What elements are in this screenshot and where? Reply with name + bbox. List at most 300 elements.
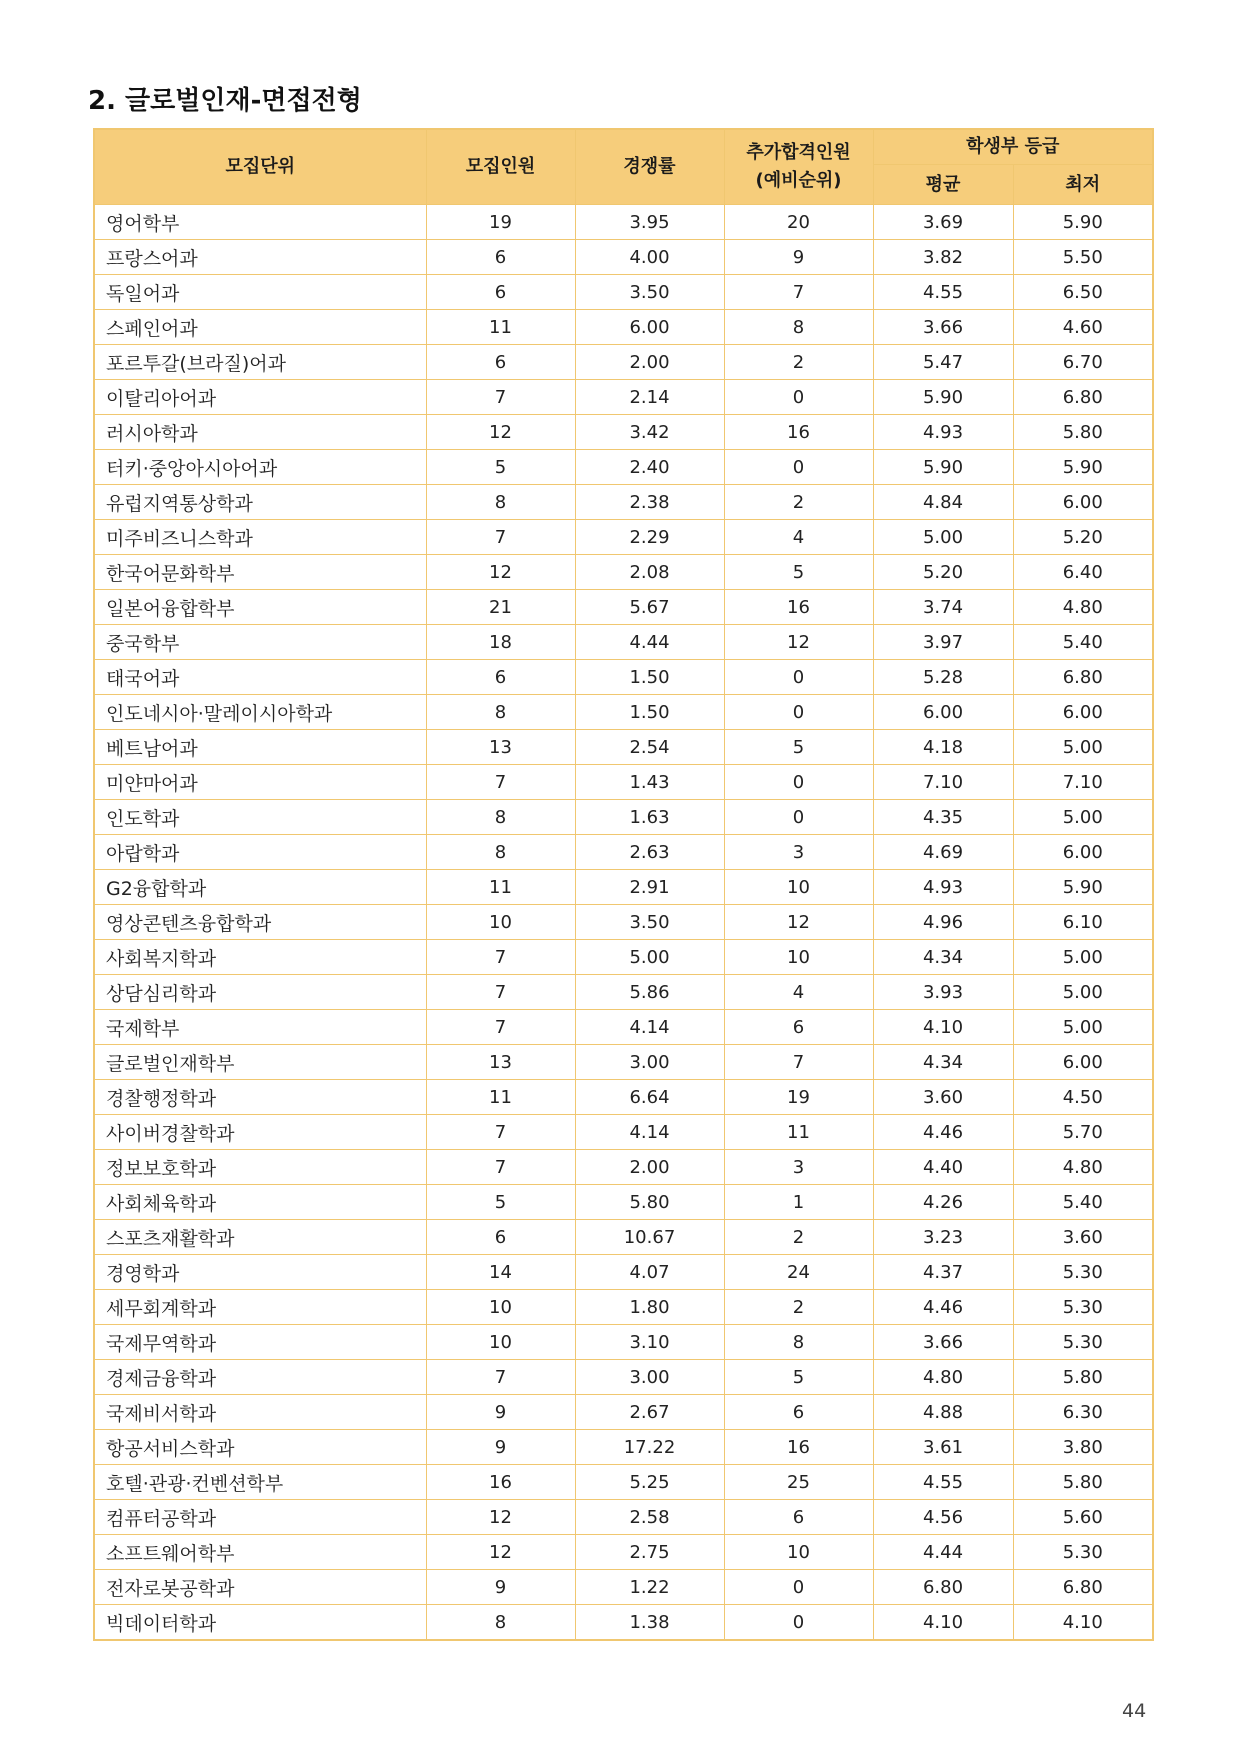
cell-unit: 스포츠재활학과 (94, 1220, 426, 1255)
cell-additional: 0 (724, 450, 873, 485)
cell-ratio: 3.95 (575, 205, 724, 240)
table-row (94, 730, 1153, 765)
table-row (94, 1045, 1153, 1080)
cell-grade-avg: 4.96 (873, 905, 1013, 940)
cell-grade-avg: 4.34 (873, 1045, 1013, 1080)
cell-grade-avg: 4.88 (873, 1395, 1013, 1430)
cell-grade-min: 6.00 (1013, 485, 1153, 520)
cell-grade-min: 6.00 (1013, 1045, 1153, 1080)
cell-quota: 11 (426, 870, 575, 905)
cell-grade-min: 6.80 (1013, 380, 1153, 415)
cell-grade-avg: 4.40 (873, 1150, 1013, 1185)
cell-grade-min: 5.80 (1013, 1360, 1153, 1395)
cell-ratio: 1.38 (575, 1605, 724, 1641)
cell-additional: 8 (724, 310, 873, 345)
table-row (94, 240, 1153, 275)
cell-grade-min: 7.10 (1013, 765, 1153, 800)
cell-grade-min: 4.80 (1013, 1150, 1153, 1185)
page-number: 44 (1122, 1700, 1147, 1722)
table-row (94, 415, 1153, 450)
cell-ratio: 4.44 (575, 625, 724, 660)
cell-grade-avg: 3.66 (873, 1325, 1013, 1360)
cell-unit: 중국학부 (94, 625, 426, 660)
cell-ratio: 2.08 (575, 555, 724, 590)
cell-grade-min: 6.70 (1013, 345, 1153, 380)
table-row (94, 1185, 1153, 1220)
cell-quota: 7 (426, 1010, 575, 1045)
cell-grade-avg: 3.97 (873, 625, 1013, 660)
table-row (94, 1290, 1153, 1325)
cell-grade-avg: 4.34 (873, 940, 1013, 975)
cell-unit: 상담심리학과 (94, 975, 426, 1010)
cell-unit: 유럽지역통상학과 (94, 485, 426, 520)
cell-quota: 6 (426, 1220, 575, 1255)
cell-grade-min: 6.00 (1013, 695, 1153, 730)
cell-grade-min: 3.60 (1013, 1220, 1153, 1255)
cell-ratio: 4.07 (575, 1255, 724, 1290)
cell-unit: 태국어과 (94, 660, 426, 695)
cell-quota: 6 (426, 240, 575, 275)
cell-unit: 호텔·관광·컨벤션학부 (94, 1465, 426, 1500)
cell-ratio: 2.38 (575, 485, 724, 520)
cell-additional: 4 (724, 520, 873, 555)
cell-unit: 스페인어과 (94, 310, 426, 345)
cell-quota: 8 (426, 695, 575, 730)
cell-ratio: 4.14 (575, 1010, 724, 1045)
cell-grade-avg: 3.66 (873, 310, 1013, 345)
cell-quota: 6 (426, 275, 575, 310)
cell-ratio: 5.25 (575, 1465, 724, 1500)
cell-unit: 인도네시아·말레이시아학과 (94, 695, 426, 730)
cell-grade-avg: 4.37 (873, 1255, 1013, 1290)
table-row (94, 765, 1153, 800)
cell-quota: 7 (426, 1360, 575, 1395)
cell-grade-min: 5.00 (1013, 940, 1153, 975)
cell-grade-avg: 4.26 (873, 1185, 1013, 1220)
header-unit: 모집단위 (94, 129, 426, 205)
cell-additional: 10 (724, 940, 873, 975)
cell-grade-min: 5.20 (1013, 520, 1153, 555)
admission-results-table (93, 128, 1154, 1641)
cell-grade-avg: 7.10 (873, 765, 1013, 800)
cell-unit: 국제비서학과 (94, 1395, 426, 1430)
cell-grade-avg: 3.82 (873, 240, 1013, 275)
cell-ratio: 1.22 (575, 1570, 724, 1605)
table-row (94, 800, 1153, 835)
table-row (94, 520, 1153, 555)
cell-unit: 소프트웨어학부 (94, 1535, 426, 1570)
cell-ratio: 5.86 (575, 975, 724, 1010)
table-row (94, 1605, 1153, 1641)
cell-grade-min: 5.90 (1013, 870, 1153, 905)
cell-additional: 20 (724, 205, 873, 240)
cell-quota: 7 (426, 1115, 575, 1150)
table-row (94, 1570, 1153, 1605)
cell-grade-min: 5.30 (1013, 1290, 1153, 1325)
cell-additional: 19 (724, 1080, 873, 1115)
cell-grade-min: 5.30 (1013, 1255, 1153, 1290)
cell-additional: 16 (724, 415, 873, 450)
cell-ratio: 4.00 (575, 240, 724, 275)
cell-ratio: 1.50 (575, 695, 724, 730)
cell-ratio: 2.40 (575, 450, 724, 485)
cell-unit: 영어학부 (94, 205, 426, 240)
cell-grade-min: 5.80 (1013, 415, 1153, 450)
cell-additional: 0 (724, 695, 873, 730)
table-row (94, 1535, 1153, 1570)
cell-unit: 글로벌인재학부 (94, 1045, 426, 1080)
cell-ratio: 3.00 (575, 1045, 724, 1080)
cell-quota: 12 (426, 1535, 575, 1570)
cell-unit: 경찰행정학과 (94, 1080, 426, 1115)
cell-quota: 12 (426, 555, 575, 590)
cell-additional: 11 (724, 1115, 873, 1150)
cell-additional: 7 (724, 275, 873, 310)
cell-grade-avg: 4.46 (873, 1115, 1013, 1150)
cell-quota: 13 (426, 1045, 575, 1080)
cell-additional: 4 (724, 975, 873, 1010)
cell-grade-min: 5.30 (1013, 1535, 1153, 1570)
cell-grade-avg: 4.46 (873, 1290, 1013, 1325)
cell-additional: 8 (724, 1325, 873, 1360)
cell-grade-min: 6.80 (1013, 1570, 1153, 1605)
cell-quota: 10 (426, 1290, 575, 1325)
cell-grade-min: 5.40 (1013, 1185, 1153, 1220)
cell-grade-avg: 4.10 (873, 1605, 1013, 1641)
cell-unit: 일본어융합학부 (94, 590, 426, 625)
cell-quota: 7 (426, 765, 575, 800)
cell-additional: 2 (724, 1220, 873, 1255)
table-row (94, 695, 1153, 730)
cell-quota: 14 (426, 1255, 575, 1290)
cell-ratio: 5.67 (575, 590, 724, 625)
cell-ratio: 4.14 (575, 1115, 724, 1150)
cell-unit: 인도학과 (94, 800, 426, 835)
cell-additional: 6 (724, 1395, 873, 1430)
cell-quota: 8 (426, 835, 575, 870)
cell-grade-avg: 3.69 (873, 205, 1013, 240)
cell-grade-avg: 4.93 (873, 415, 1013, 450)
cell-additional: 5 (724, 1360, 873, 1395)
table-row (94, 1430, 1153, 1465)
cell-ratio: 3.50 (575, 275, 724, 310)
cell-quota: 11 (426, 1080, 575, 1115)
cell-quota: 8 (426, 485, 575, 520)
header-additional-line2: (예비순위) (755, 170, 842, 191)
cell-quota: 7 (426, 520, 575, 555)
cell-ratio: 2.63 (575, 835, 724, 870)
cell-grade-min: 6.50 (1013, 275, 1153, 310)
table-header (94, 129, 1153, 205)
table-row (94, 1080, 1153, 1115)
cell-grade-min: 5.70 (1013, 1115, 1153, 1150)
cell-quota: 11 (426, 310, 575, 345)
cell-grade-avg: 3.74 (873, 590, 1013, 625)
cell-grade-min: 6.10 (1013, 905, 1153, 940)
cell-additional: 3 (724, 835, 873, 870)
cell-additional: 0 (724, 380, 873, 415)
cell-additional: 24 (724, 1255, 873, 1290)
cell-unit: 세무회계학과 (94, 1290, 426, 1325)
cell-additional: 25 (724, 1465, 873, 1500)
cell-grade-min: 5.00 (1013, 975, 1153, 1010)
cell-unit: 국제학부 (94, 1010, 426, 1045)
header-row-top (94, 129, 1153, 165)
table-row (94, 940, 1153, 975)
cell-ratio: 3.50 (575, 905, 724, 940)
table-row (94, 450, 1153, 485)
cell-quota: 7 (426, 1150, 575, 1185)
table-row (94, 205, 1153, 240)
table-row (94, 625, 1153, 660)
table-row (94, 1500, 1153, 1535)
cell-grade-avg: 4.44 (873, 1535, 1013, 1570)
cell-grade-min: 6.80 (1013, 660, 1153, 695)
cell-additional: 10 (724, 870, 873, 905)
cell-grade-avg: 4.84 (873, 485, 1013, 520)
cell-grade-min: 6.30 (1013, 1395, 1153, 1430)
cell-grade-avg: 5.90 (873, 450, 1013, 485)
cell-additional: 7 (724, 1045, 873, 1080)
cell-quota: 6 (426, 345, 575, 380)
cell-unit: 전자로봇공학과 (94, 1570, 426, 1605)
cell-ratio: 1.80 (575, 1290, 724, 1325)
cell-additional: 12 (724, 625, 873, 660)
cell-additional: 0 (724, 800, 873, 835)
cell-quota: 13 (426, 730, 575, 765)
table-row (94, 870, 1153, 905)
cell-grade-avg: 5.90 (873, 380, 1013, 415)
cell-grade-min: 5.00 (1013, 730, 1153, 765)
table-row (94, 835, 1153, 870)
cell-ratio: 1.50 (575, 660, 724, 695)
cell-quota: 7 (426, 940, 575, 975)
cell-additional: 2 (724, 1290, 873, 1325)
cell-grade-avg: 5.47 (873, 345, 1013, 380)
cell-ratio: 2.00 (575, 1150, 724, 1185)
cell-ratio: 17.22 (575, 1430, 724, 1465)
cell-quota: 18 (426, 625, 575, 660)
cell-additional: 16 (724, 590, 873, 625)
cell-grade-avg: 3.60 (873, 1080, 1013, 1115)
cell-additional: 3 (724, 1150, 873, 1185)
cell-quota: 21 (426, 590, 575, 625)
cell-unit: 아랍학과 (94, 835, 426, 870)
cell-ratio: 2.00 (575, 345, 724, 380)
cell-unit: 국제무역학과 (94, 1325, 426, 1360)
cell-unit: G2융합학과 (94, 870, 426, 905)
table-row (94, 1395, 1153, 1430)
table-row (94, 975, 1153, 1010)
cell-ratio: 2.54 (575, 730, 724, 765)
cell-ratio: 2.29 (575, 520, 724, 555)
cell-quota: 7 (426, 380, 575, 415)
header-ratio: 경쟁률 (575, 129, 724, 205)
cell-grade-avg: 4.55 (873, 1465, 1013, 1500)
cell-grade-min: 6.00 (1013, 835, 1153, 870)
cell-unit: 베트남어과 (94, 730, 426, 765)
table-row (94, 555, 1153, 590)
header-grade-group: 학생부 등급 (873, 129, 1153, 165)
cell-quota: 12 (426, 1500, 575, 1535)
cell-grade-min: 5.50 (1013, 240, 1153, 275)
header-additional (724, 129, 873, 205)
cell-unit: 경제금융학과 (94, 1360, 426, 1395)
cell-grade-avg: 5.00 (873, 520, 1013, 555)
cell-quota: 19 (426, 205, 575, 240)
cell-ratio: 2.75 (575, 1535, 724, 1570)
cell-quota: 10 (426, 1325, 575, 1360)
cell-grade-min: 6.40 (1013, 555, 1153, 590)
cell-ratio: 10.67 (575, 1220, 724, 1255)
cell-unit: 프랑스어과 (94, 240, 426, 275)
cell-quota: 12 (426, 415, 575, 450)
cell-grade-avg: 4.69 (873, 835, 1013, 870)
cell-grade-avg: 4.10 (873, 1010, 1013, 1045)
cell-additional: 0 (724, 660, 873, 695)
cell-ratio: 6.64 (575, 1080, 724, 1115)
cell-grade-avg: 4.80 (873, 1360, 1013, 1395)
cell-quota: 5 (426, 1185, 575, 1220)
cell-unit: 미얀마어과 (94, 765, 426, 800)
cell-ratio: 1.63 (575, 800, 724, 835)
cell-unit: 항공서비스학과 (94, 1430, 426, 1465)
cell-grade-min: 5.00 (1013, 800, 1153, 835)
cell-additional: 9 (724, 240, 873, 275)
cell-additional: 2 (724, 345, 873, 380)
cell-unit: 정보보호학과 (94, 1150, 426, 1185)
cell-quota: 8 (426, 1605, 575, 1641)
cell-quota: 10 (426, 905, 575, 940)
cell-additional: 1 (724, 1185, 873, 1220)
cell-grade-avg: 3.93 (873, 975, 1013, 1010)
cell-additional: 6 (724, 1500, 873, 1535)
cell-unit: 사이버경찰학과 (94, 1115, 426, 1150)
cell-ratio: 6.00 (575, 310, 724, 345)
cell-grade-avg: 6.00 (873, 695, 1013, 730)
cell-ratio: 3.42 (575, 415, 724, 450)
cell-grade-min: 5.00 (1013, 1010, 1153, 1045)
cell-unit: 컴퓨터공학과 (94, 1500, 426, 1535)
cell-unit: 터키·중앙아시아어과 (94, 450, 426, 485)
cell-additional: 10 (724, 1535, 873, 1570)
table-row (94, 345, 1153, 380)
table-row (94, 1465, 1153, 1500)
header-quota: 모집인원 (426, 129, 575, 205)
cell-unit: 이탈리아어과 (94, 380, 426, 415)
cell-unit: 한국어문화학부 (94, 555, 426, 590)
table-row (94, 1325, 1153, 1360)
cell-quota: 9 (426, 1395, 575, 1430)
cell-unit: 사회복지학과 (94, 940, 426, 975)
cell-grade-min: 5.80 (1013, 1465, 1153, 1500)
table-row (94, 275, 1153, 310)
cell-quota: 5 (426, 450, 575, 485)
cell-grade-avg: 4.35 (873, 800, 1013, 835)
section-title: 2. 글로벌인재-면접전형 (88, 86, 362, 116)
table-row (94, 310, 1153, 345)
cell-additional: 12 (724, 905, 873, 940)
cell-ratio: 5.80 (575, 1185, 724, 1220)
cell-unit: 러시아학과 (94, 415, 426, 450)
table-row (94, 1360, 1153, 1395)
cell-grade-avg: 5.20 (873, 555, 1013, 590)
cell-unit: 미주비즈니스학과 (94, 520, 426, 555)
cell-additional: 5 (724, 555, 873, 590)
table-row (94, 660, 1153, 695)
cell-grade-avg: 5.28 (873, 660, 1013, 695)
cell-grade-avg: 4.18 (873, 730, 1013, 765)
cell-grade-min: 3.80 (1013, 1430, 1153, 1465)
table-row (94, 1150, 1153, 1185)
cell-grade-avg: 4.93 (873, 870, 1013, 905)
cell-quota: 6 (426, 660, 575, 695)
cell-quota: 7 (426, 975, 575, 1010)
header-grade-min: 최저 (1013, 165, 1153, 205)
cell-grade-min: 5.90 (1013, 450, 1153, 485)
cell-grade-avg: 6.80 (873, 1570, 1013, 1605)
cell-grade-min: 4.60 (1013, 310, 1153, 345)
cell-ratio: 2.91 (575, 870, 724, 905)
cell-grade-min: 4.10 (1013, 1605, 1153, 1641)
cell-grade-min: 5.60 (1013, 1500, 1153, 1535)
cell-unit: 사회체육학과 (94, 1185, 426, 1220)
cell-additional: 16 (724, 1430, 873, 1465)
header-additional-line1: 추가합격인원 (746, 142, 851, 164)
cell-ratio: 1.43 (575, 765, 724, 800)
cell-additional: 2 (724, 485, 873, 520)
table-body (94, 205, 1153, 1641)
cell-ratio: 2.58 (575, 1500, 724, 1535)
cell-unit: 독일어과 (94, 275, 426, 310)
cell-unit: 경영학과 (94, 1255, 426, 1290)
cell-grade-min: 5.90 (1013, 205, 1153, 240)
table-row (94, 1115, 1153, 1150)
table-row (94, 485, 1153, 520)
cell-quota: 9 (426, 1570, 575, 1605)
cell-ratio: 2.67 (575, 1395, 724, 1430)
table-row (94, 1010, 1153, 1045)
cell-grade-min: 5.30 (1013, 1325, 1153, 1360)
cell-additional: 0 (724, 765, 873, 800)
header-grade-avg: 평균 (873, 165, 1013, 205)
cell-grade-avg: 3.61 (873, 1430, 1013, 1465)
cell-unit: 빅데이터학과 (94, 1605, 426, 1641)
table-row (94, 590, 1153, 625)
cell-ratio: 3.10 (575, 1325, 724, 1360)
cell-unit: 영상콘텐츠융합학과 (94, 905, 426, 940)
cell-quota: 16 (426, 1465, 575, 1500)
cell-ratio: 2.14 (575, 380, 724, 415)
cell-quota: 9 (426, 1430, 575, 1465)
cell-grade-min: 4.80 (1013, 590, 1153, 625)
cell-quota: 8 (426, 800, 575, 835)
cell-additional: 6 (724, 1010, 873, 1045)
table-row (94, 905, 1153, 940)
cell-grade-avg: 3.23 (873, 1220, 1013, 1255)
table-row (94, 1220, 1153, 1255)
table-row (94, 1255, 1153, 1290)
cell-ratio: 5.00 (575, 940, 724, 975)
cell-unit: 포르투갈(브라질)어과 (94, 345, 426, 380)
cell-grade-avg: 4.56 (873, 1500, 1013, 1535)
cell-grade-min: 5.40 (1013, 625, 1153, 660)
cell-grade-avg: 4.55 (873, 275, 1013, 310)
cell-ratio: 3.00 (575, 1360, 724, 1395)
cell-additional: 5 (724, 730, 873, 765)
table-row (94, 380, 1153, 415)
cell-additional: 0 (724, 1570, 873, 1605)
